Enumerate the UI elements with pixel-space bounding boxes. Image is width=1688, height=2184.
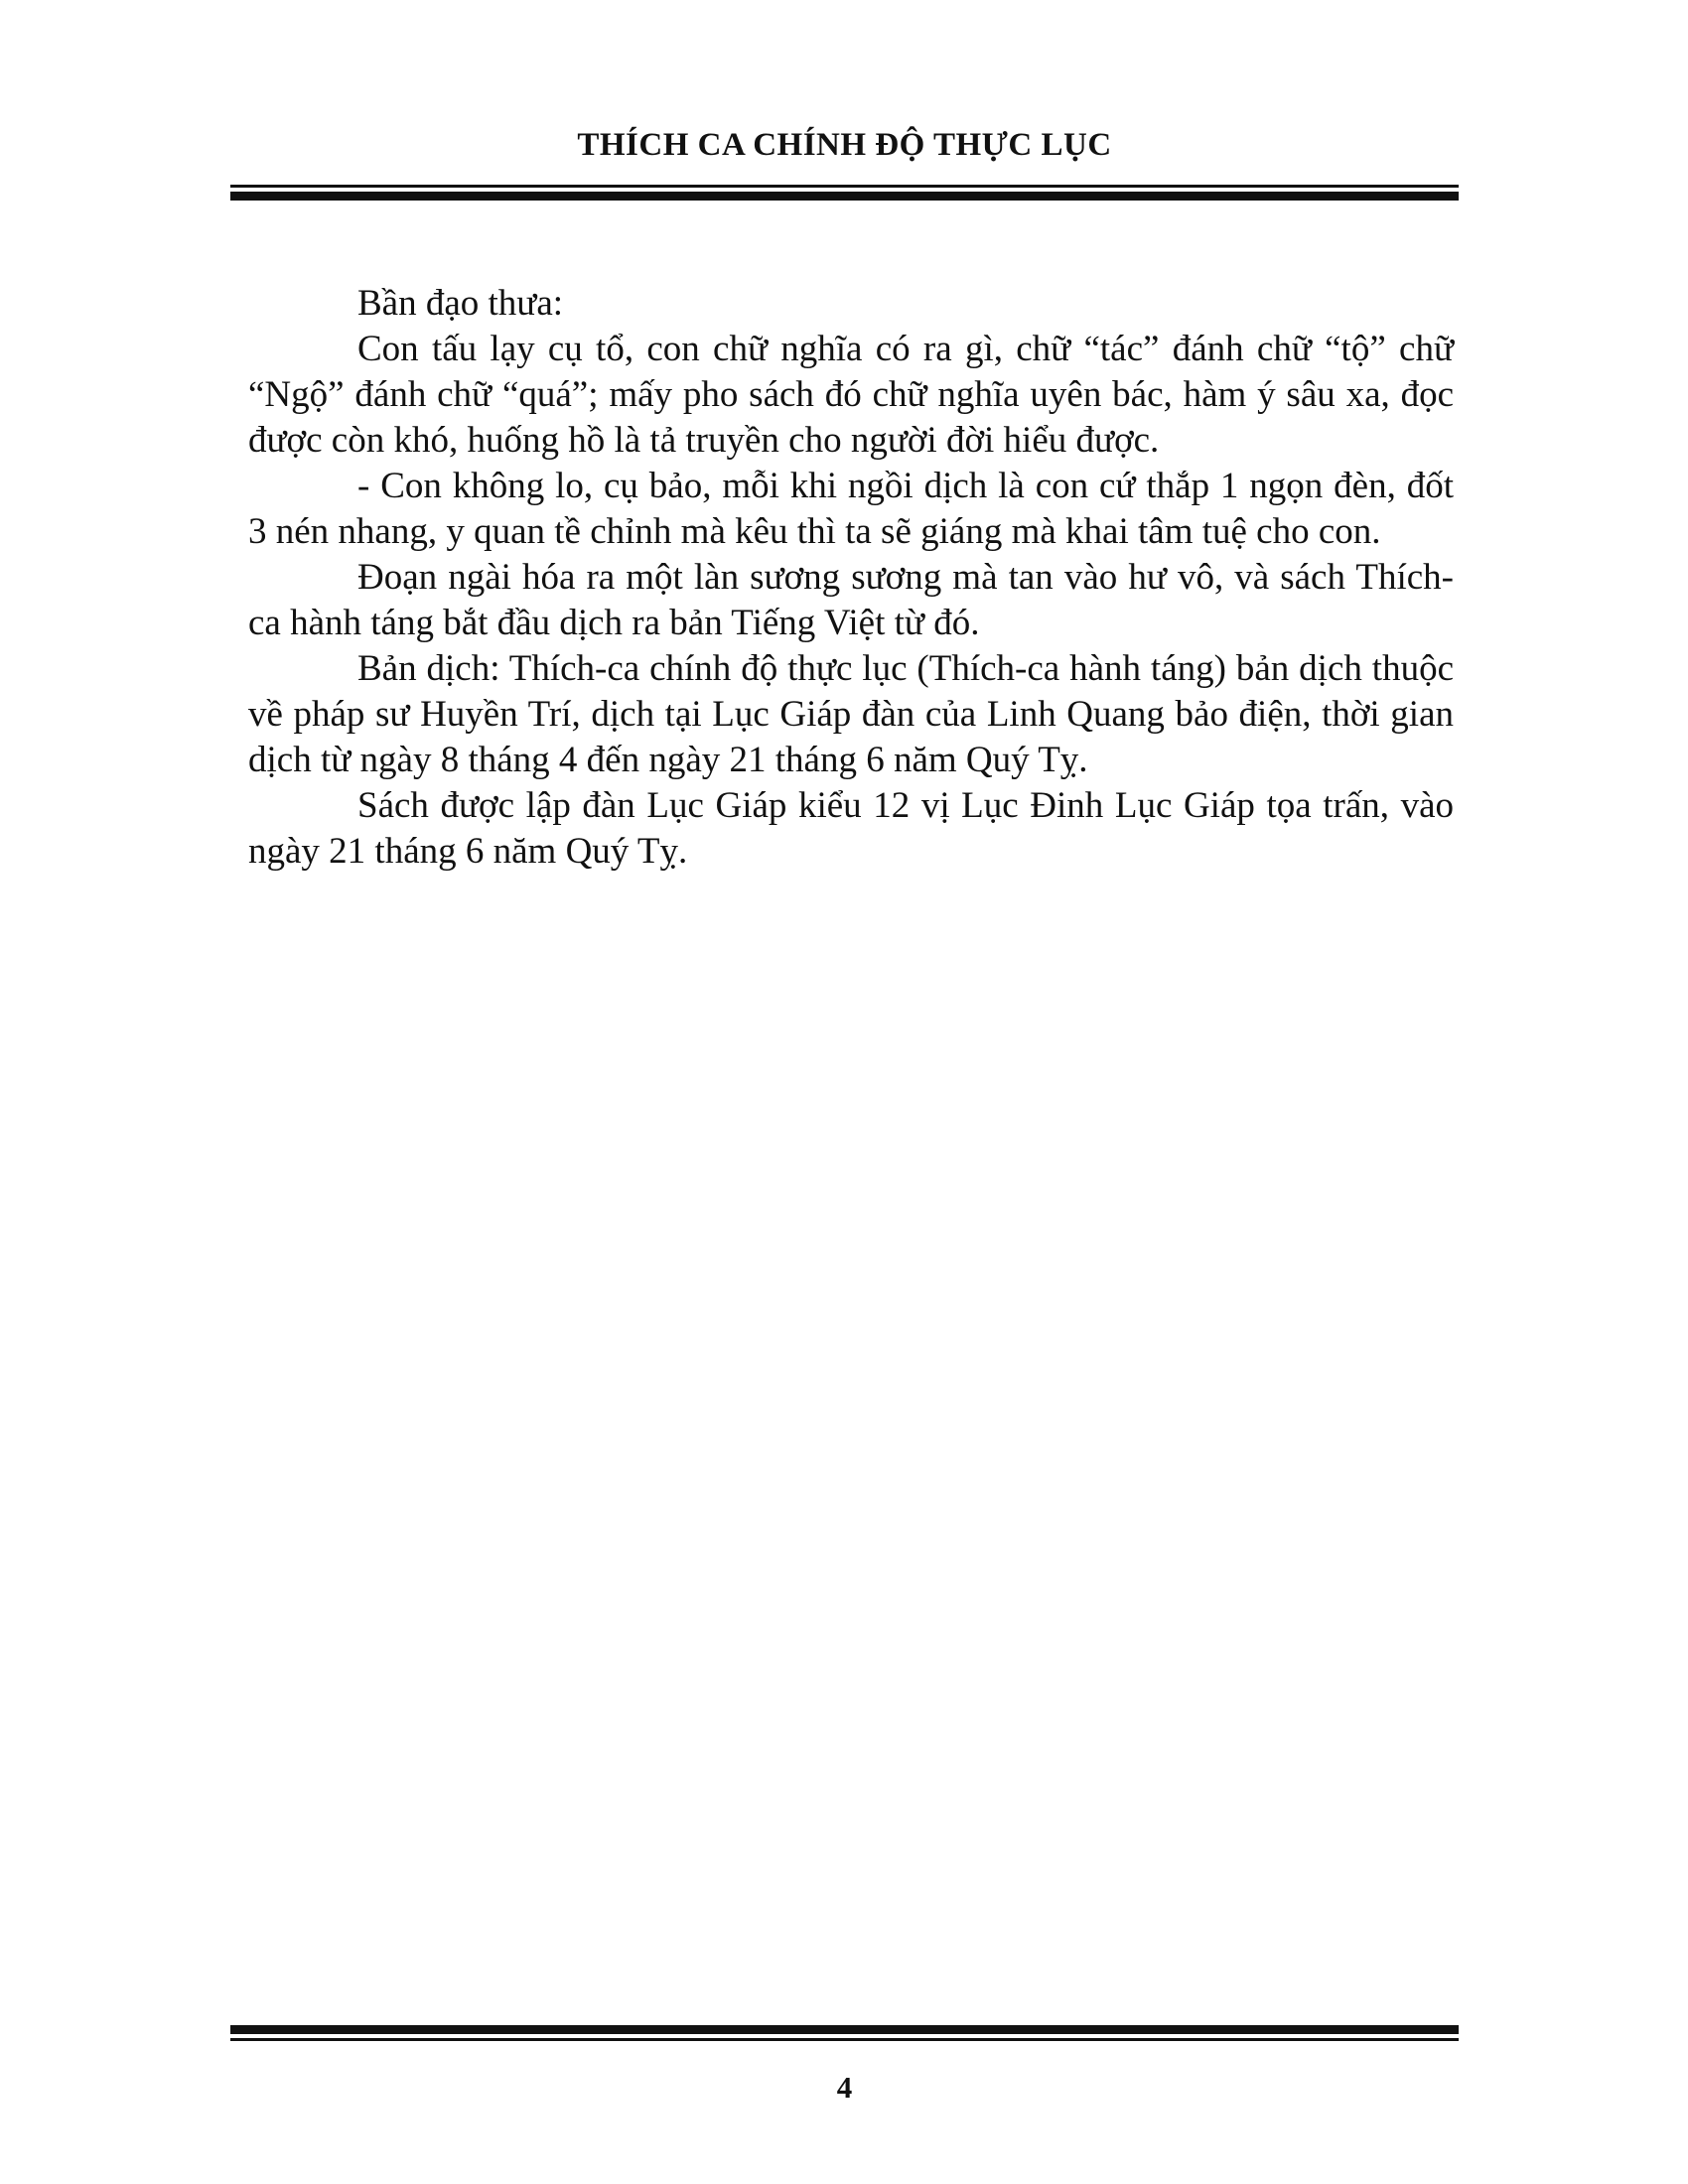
- footer-divider-thick-line: [230, 2025, 1459, 2034]
- paragraph-3: Đoạn ngài hóa ra một làn sương sương mà tan vào hư vô, và sách Thích-ca hành táng bắt đầu dịch ra bản Tiếng Việt từ đó.: [248, 557, 1454, 643]
- paragraph-4: Bản dịch: Thích-ca chính độ thực lục (Thích-ca hành táng) bản dịch thuộc về pháp sư Huyền Trí, dịch tại Lục Giáp đàn của Linh Quang bảo điện, thời gian dịch từ ngày 8 tháng 4 đến ngày 21 tháng 6 năm Quý Tỵ.: [248, 648, 1454, 780]
- paragraph-greeting: Bần đạo thưa:: [357, 283, 564, 324]
- running-header-title: THÍCH CA CHÍNH ĐỘ THỰC LỤC: [577, 127, 1112, 163]
- page-number: 4: [836, 2070, 853, 2105]
- header-divider-thick-line: [230, 192, 1459, 201]
- paragraph-1: Con tấu lạy cụ tổ, con chữ nghĩa có ra gì, chữ “tác” đánh chữ “tộ” chữ “Ngộ” đánh chữ “quá”; mấy pho sách đó chữ nghĩa uyên bác, hàm ý sâu xa, đọc được còn khó, huống hồ là tả truyền cho người đời hiểu được.: [248, 329, 1454, 461]
- header-divider: [230, 185, 1459, 201]
- paragraph-2: - Con không lo, cụ bảo, mỗi khi ngồi dịch là con cứ thắp 1 ngọn đèn, đốt 3 nén nhang, y quan tề chỉnh mà kêu thì ta sẽ giáng mà khai tâm tuệ cho con.: [248, 466, 1454, 552]
- footer-divider-thin-line: [230, 2038, 1459, 2041]
- paragraph-5: Sách được lập đàn Lục Giáp kiểu 12 vị Lục Đinh Lục Giáp tọa trấn, vào ngày 21 tháng 6 năm Quý Tỵ.: [248, 785, 1454, 872]
- footer-divider: [230, 2025, 1459, 2041]
- body-text: [248, 281, 1454, 875]
